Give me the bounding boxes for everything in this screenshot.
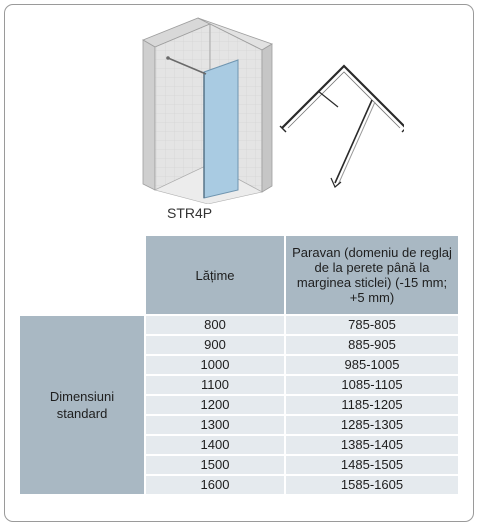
model-label: STR4P [167, 205, 213, 221]
dimensions-table [18, 234, 460, 496]
range-cell: 1485-1505 [286, 456, 458, 474]
range-cell: 885-905 [286, 336, 458, 354]
row-label-standard-dimensions [20, 316, 144, 494]
width-cell: 1600 [146, 476, 284, 494]
range-cell: 785-805 [286, 316, 458, 334]
width-cell: 800 [146, 316, 284, 334]
header-width: Lățime [146, 236, 284, 314]
range-cell: 1185-1205 [286, 396, 458, 414]
range-cell: 1085-1105 [286, 376, 458, 394]
range-cell: 985-1005 [286, 356, 458, 374]
row-label-text: Dimensiuni standard [49, 389, 115, 421]
width-cell: 1400 [146, 436, 284, 454]
table-corner [20, 236, 144, 314]
range-cell: 1585-1605 [286, 476, 458, 494]
width-cell: 1100 [146, 376, 284, 394]
shower-screen-illustration [138, 14, 278, 204]
width-cell: 1000 [146, 356, 284, 374]
width-cell: 1300 [146, 416, 284, 434]
range-cell: 1285-1305 [286, 416, 458, 434]
range-cell: 1385-1405 [286, 436, 458, 454]
width-cell: 900 [146, 336, 284, 354]
width-cell: 1200 [146, 396, 284, 414]
width-cell: 1500 [146, 456, 284, 474]
header-range: Paravan (domeniu de reglaj de la perete până la marginea sticlei) (-15 mm; +5 mm) [286, 236, 458, 314]
plan-view-diagram [274, 54, 404, 194]
